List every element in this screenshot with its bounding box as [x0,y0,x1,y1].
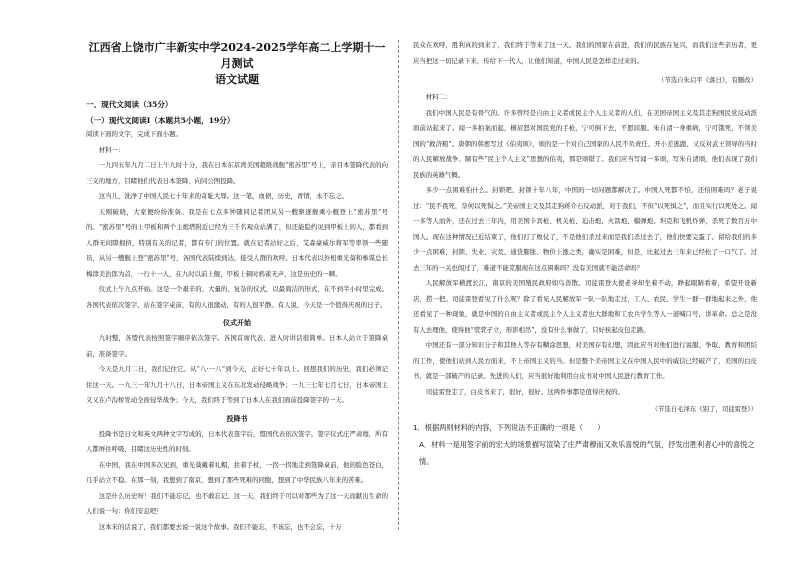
source-note: （节选自朱启平《落日》，有删改） [657,76,757,84]
paragraph: 今天是九月二日，我们记住它。从“八·一八”到今天，正好七十年以上。回想我们的历史，我们必须记住这一天。一九三一年九月十八日，日本帝国主义在东北发动侵略战争；一九三七年七月七日，日本帝国主义又在卢沟桥发动全面侵华战争；今天，我们终于等到了日本人在我们面前投降签字的一天。 [86,365,388,404]
source-note: （节选自毛泽东《别了，司徒雷登》） [651,405,757,413]
material2-label: 材料二： [425,93,452,101]
exam-subtitle: 语文试题 [215,73,259,86]
subsection-heading: （一）现代文阅读Ⅰ（本题共5小题，19分） [86,116,235,125]
paragraph: 中国还有一部分知识分子和其他人等存有糊涂思想，对美国存有幻想，因此应当对他们进行说服、争取、教育和团结的工作，使他们站到人民方面来，不上帝国主义的当。但是整个美帝国主义在中国人民中的威信已经破产了，美国的白皮书，就是一部破产的记录。先进的人们，应当很好地利用白皮书对中国人民进行教育工作。 [413,341,757,380]
paragraph: 我们中国人民是有骨气的。许多曾经是自由主义者或民主个人主义者的人们，在美国帝国主义及其走狗国民党反动派面前站起来了。闻一多拍案而起，横眉怒对国民党的手枪，宁可倒下去，不愿屈服。朱自清一身重病，宁可饿死，不领美国的“救济粮”。唐朝的韩愈写过《伯夷颂》，颂的是一个对自己国家的人民不负责任、开小差逃跑、又反对武王领导的当时的人民解放战争、颇有些“民主个人主义”思想的伯夷，那是颂错了。我们应当写闻一多颂，写朱自清颂，他们表现了我们民族的英雄气概。 [413,108,757,179]
paragraph: 在中国，我在中国多次见到，重光葵戴着礼帽，拄着手杖，一拐一拐地走到签降桌前，他的脸色苍白，几乎站立不稳。在那一刻，我想到了南京，想到了那些死难的同胞，想到了中华民族八年来的苦难。 [86,460,388,484]
paragraph: 人民解放军横渡长江，南京的美国殖民政府如鸟兽散。司徒雷登大使老爷却坐着不动，睁起眼睛看着，希望开设新店，捞一把。司徒雷登看见了什么呢？除了看见人民解放军一队一队地走过，工人、农民、学生一群一群地起来之外，他还看见了一种现象，就是中国的自由主义者或民主个人主义者也大群地和工农兵学生等人一道喊口号，讲革命。总之是没有人去理他，使得他“茕茕孑立，形影相吊”，没有什么事做了，只好挟起皮包走路。 [413,279,757,334]
left-column [86,0,388,562]
section-heading: 一、现代文阅读（35分） [86,100,173,109]
exam-title: 江西省上饶市广丰新实中学2024-2025学年高二上学期十一月测试 [88,41,386,70]
paragraph: 司徒雷登走了，白皮书来了，很好，很好。这两件事都是值得庆祝的。 [425,387,624,396]
paragraph: 九时整，各盟代表按照签字顺序依次签字。各国首席代表，进入时讲话很简单。日本人站立于签降桌前，准备签字。 [86,334,388,358]
paragraph: 投降书是日文和英文两种文字写成的，日本代表签字后，盟国代表依次签字。签字仪式庄严肃穆，所有人都屏住呼吸，目睹这历史性的时刻。 [86,429,388,453]
column-divider [398,40,399,530]
option-a: A．材料一是用签字前的宏大的场景描写渲染了庄严肃穆而又欢乐喜悦的气氛，抒发出胜利者心中的喜悦之情。 [419,440,755,466]
material1-label: 材料一： [98,145,125,154]
right-column [413,0,757,562]
paragraph: 多少一点困难怕什么。封锁吧，封锁十年八年，中国的一切问题都解决了。中国人死都不怕，还怕困难吗？老子说过：“民不畏死，奈何以死惧之。”美帝国主义及其走狗蒋介石反动派，对于我们，不但“以死惧之”，而且实行以死处之。闻一多等人而外，还在过去三年内，用美国卡宾枪、机关枪、迫击炮、火箭炮、榴弹炮、坦克和飞机炸弹，杀死了数百万中国人。现在这种情况已近结束了，他们打了败仗了，不是他们杀过来而是我们杀过去了，他们快要完蛋了。留给我们的多少一点困难，封锁、失业、灾荒、通货膨胀、物价上涨之类，确实是困难，但是，比起过去三年来已经松了一口气了。过去三年的一关也闯过了，难道不能克服现在这点困难吗？没有美国就不能活命吗？ [413,186,757,272]
subheading-surrender: 投降书 [226,413,248,423]
paragraph: 这当儿，洗净了中国人民七十年来的奇耻大辱。这一笔，血债，历史，青情，永不忘之。 [98,192,349,200]
instruction: 阅读下面的文字，完成下面小题。 [86,130,182,138]
paragraph: 民众在欢呼，胜利真的到来了，我们终于等来了这一天。我们的国家在前进，我们的民族在复兴，而我们这些亲历者，更应当把这一切记录下来，传给下一代人，让他们知道，中国人民是怎样走过来的。 [413,41,757,65]
paragraph: 仪式上午九点开始。这是一个艰辛的、大量的、复杂的仪式，以最简洁的形式，在不到半小时里完成。各国代表依次签字，站在签字桌前，有的人很激动，有的人很平静。有人说，今天是一个值得庆祝的日子。 [86,285,388,309]
paragraph: 这本来的话说了，我们都要去说一说这个故事。我们不能忘，不该忘，也不会忘，十万 [98,522,342,531]
paragraph: 这是什么历史呀！我们不能忘记，也不敢忘记。这一天，我们终于可以对那些为了这一天而献出生命的人们说一句：你们安息吧！ [86,491,388,515]
question-1: 1．根据两则材料的内容，下列说法不正确的一项是（ ） [413,423,605,432]
paragraph: 一九四五年九月二日上午九时十分，我在日本东京湾美国超级战舰“密苏里”号上，亲目本签降代表的向三义的地方，目睹他们代表日本签降，向同公图投降。 [86,161,388,185]
subheading-ceremony: 仪式开始 [223,318,251,327]
paragraph: 天刚破晓，大家便纷纷准备。我是在七点多钟随同记者团从另一艘驱逐舰乘小艇登上“密苏里”号的。“密苏里”号的上甲板和两个主炮塔附近已经为三千名观众站满了，但还能隐约见到甲板上的人，都看到人群无间隙拥挤，特别有关的记者，都有专门的位置。就在记者站好之后，艾森豪威尔将军等率领一些随员，从另一艘舰上登“密苏里”号，各国代表陆续到达，接受人群的欢呼。日本代表以外相重光葵和参谋总长梅津美治郎为首，一行十一人，在九时以前上舰，甲板上顿时鸦雀无声，这是历史的一瞬。 [86,207,388,278]
